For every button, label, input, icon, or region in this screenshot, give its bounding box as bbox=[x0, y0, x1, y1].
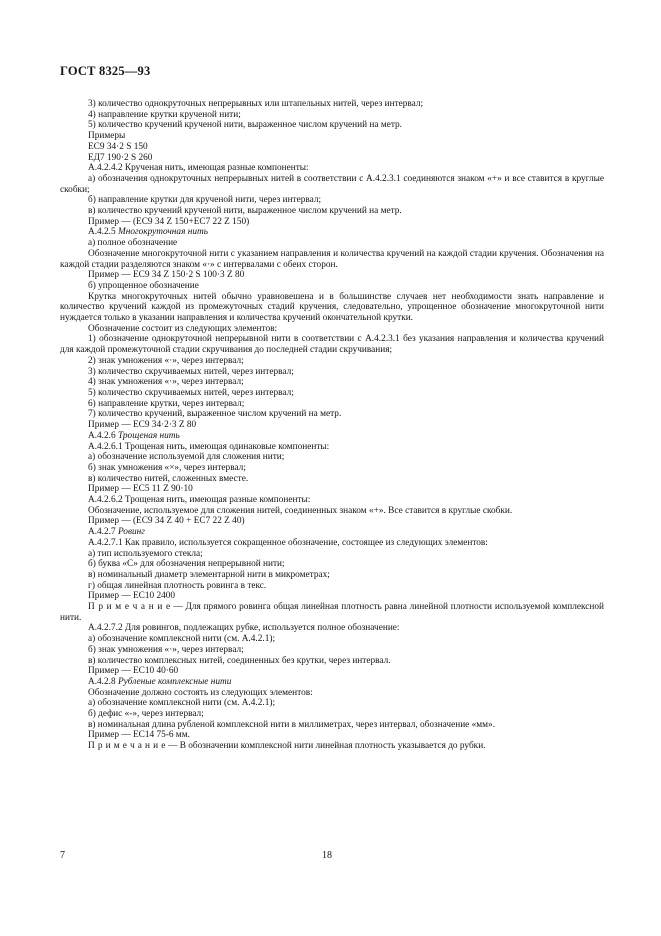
text-line: ЕД7 190·2 S 260 bbox=[88, 152, 153, 163]
text-line: Пример — ЕС5 11 Z 90·10 bbox=[88, 484, 193, 495]
section-heading bbox=[60, 431, 604, 442]
text-line: Обозначение, используемое для сложения нитей, соединенных знаком «+». Все ставится в круглые скобки. bbox=[88, 505, 513, 516]
note-text: — В обозначении комплексной нити линейная плотность указывается до рубки. bbox=[165, 741, 486, 752]
text-line: А.4.2.4.2 Крученая нить, имеющая разные компоненты: bbox=[88, 163, 309, 174]
text-line: Пример — ЕС9 34 Z 150·2 S 100·3 Z 80 bbox=[88, 270, 245, 281]
text-line: Крутка многокруточных нитей обычно уравновешена и в большинстве случаев нет необходимости знать направление и количество кручений каждой из промежуточных стадий кручения, следовательно, упрощенное обозначение многокруточной нити нуждается только в указании направления и количества кручений окончательной крутки. bbox=[60, 291, 604, 324]
text-line: б) дефис «-», через интервал; bbox=[88, 709, 204, 720]
text-line: ЕС9 34·2 S 150 bbox=[88, 141, 148, 152]
footer-left-number: 7 bbox=[60, 850, 65, 861]
text-line: Пример — ЕС9 34·2·3 Z 80 bbox=[88, 420, 197, 431]
text-line: А.4.2.6.1 Трощеная нить, имеющая одинаковые компоненты: bbox=[88, 441, 330, 452]
section-number: А.4.2.8 bbox=[88, 676, 118, 687]
note-text: — Для прямого ровинга общая линейная плотность равна линейной плотности используемой комплексной нити. bbox=[60, 602, 604, 623]
text-line: г) общая линейная плотность ровинга в текс. bbox=[88, 580, 267, 591]
section-title: Многокруточная нить bbox=[117, 227, 208, 238]
page-number: 18 bbox=[322, 850, 332, 861]
text-line: 5) количество скручиваемых нитей, через интервал; bbox=[88, 387, 294, 398]
text-line: 7) количество кручений, выраженное числом кручений на метр. bbox=[88, 409, 342, 420]
section-number: А.4.2.7 bbox=[88, 527, 118, 538]
text-line: б) направление крутки для крученой нити, через интервал; bbox=[88, 195, 322, 206]
text-line: Обозначение многокруточной нити с указанием направления и количества кручений на каждой стадии кручения. Обозначения на каждой стадии разделяются знаком «·» с интервалами с обеих сторон. bbox=[60, 248, 604, 270]
note-paragraph bbox=[60, 602, 604, 623]
text-line: в) количество нитей, сложенных вместе. bbox=[88, 473, 249, 484]
text-line: а) обозначение комплексной нити (см. А.4.2.1); bbox=[88, 634, 276, 645]
text-line: А.4.2.7.1 Как правило, используется сокращенное обозначение, состоящее из следующих элементов: bbox=[88, 537, 488, 548]
note-paragraph bbox=[60, 741, 604, 752]
text-line: Обозначение должно состоять из следующих элементов: bbox=[88, 687, 313, 698]
text-line: а) тип используемого стекла; bbox=[88, 548, 203, 559]
section-title: Трощеная нить bbox=[117, 430, 180, 441]
text-line: Пример — ЕС10 2400 bbox=[88, 591, 176, 602]
text-line: 3) количество скручиваемых нитей, через интервал; bbox=[88, 366, 294, 377]
text-line: 6) направление крутки, через интервал; bbox=[88, 398, 245, 409]
note-label: П р и м е ч а н и е bbox=[88, 602, 171, 613]
text-line: 3) количество однокруточных непрерывных или штапельных нитей, через интервал; bbox=[88, 99, 424, 109]
text-line: Пример — (ЕС9 34 Z 150+ЕС7 22 Z 150) bbox=[88, 216, 250, 227]
page-header-title: ГОСТ 8325—93 bbox=[60, 64, 151, 78]
text-line: 4) знак умножения «·», через интервал; bbox=[88, 377, 244, 388]
text-line: Пример — (ЕС9 34 Z 40 + ЕС7 22 Z 40) bbox=[88, 516, 245, 527]
text-line: а) обозначение комплексной нити (см. А.4.2.1); bbox=[88, 698, 276, 709]
section-heading bbox=[60, 677, 604, 688]
section-heading bbox=[60, 227, 604, 238]
section-heading bbox=[60, 527, 604, 538]
note-label: П р и м е ч а н и е bbox=[88, 741, 166, 752]
text-line: 4) направление крутки крученой нити; bbox=[88, 109, 241, 120]
text-line: а) полное обозначение bbox=[88, 238, 178, 249]
text-line: а) обозначение используемой для сложения нити; bbox=[88, 452, 285, 463]
text-line: в) номинальная длина рубленой комплексной нити в миллиметрах, через интервал, обозначение «мм». bbox=[88, 719, 496, 730]
text-line: б) упрощенное обозначение bbox=[88, 280, 199, 291]
section-title: Ровинг bbox=[117, 527, 145, 538]
text-line: в) количество кручений крученой нити, выраженное числом кручений на метр. bbox=[88, 206, 402, 217]
text-line: б) буква «С» для обозначения непрерывной нити; bbox=[88, 559, 285, 570]
text-line: 1) обозначение однокруточной непрерывной нити в соответствии с А.4.2.3.1 без указания направления и количества кручений для каждой промежуточной стадии скручивания до последней стадии скручивания; bbox=[60, 334, 604, 356]
text-line: в) количество комплексных нитей, соединенных без крутки, через интервал. bbox=[88, 655, 391, 666]
section-number: А.4.2.5 bbox=[88, 227, 118, 238]
text-line: Примеры bbox=[88, 131, 126, 142]
document-body bbox=[60, 99, 604, 752]
text-line: 5) количество кручений крученой нити, выраженное числом кручений на метр. bbox=[88, 120, 402, 131]
text-line: 2) знак умножения «·», через интервал; bbox=[88, 355, 244, 366]
section-number: А.4.2.6 bbox=[88, 430, 118, 441]
section-title: Рубленые комплексные нити bbox=[117, 676, 232, 687]
text-line: Пример — ЕС10 40·60 bbox=[88, 666, 179, 677]
text-line: Пример — ЕС14 75-6 мм. bbox=[88, 730, 190, 741]
text-line: Обозначение состоит из следующих элементов: bbox=[88, 323, 278, 334]
text-line: А.4.2.7.2 Для ровингов, подлежащих рубке, используется полное обозначение: bbox=[88, 623, 400, 634]
text-line: б) знак умножения «·», через интервал; bbox=[88, 644, 244, 655]
text-line: А.4.2.6.2 Трощеная нить, имеющая разные компоненты: bbox=[88, 495, 311, 506]
text-line: б) знак умножения «×», через интервал; bbox=[88, 462, 246, 473]
text-line: в) номинальный диаметр элементарной нити в микрометрах; bbox=[88, 569, 330, 580]
text-line: а) обозначения однокруточных непрерывных нитей в соответствии с А.4.2.3.1 соединяются знаком «+» и все ставится в круглые скобки; bbox=[60, 173, 604, 195]
